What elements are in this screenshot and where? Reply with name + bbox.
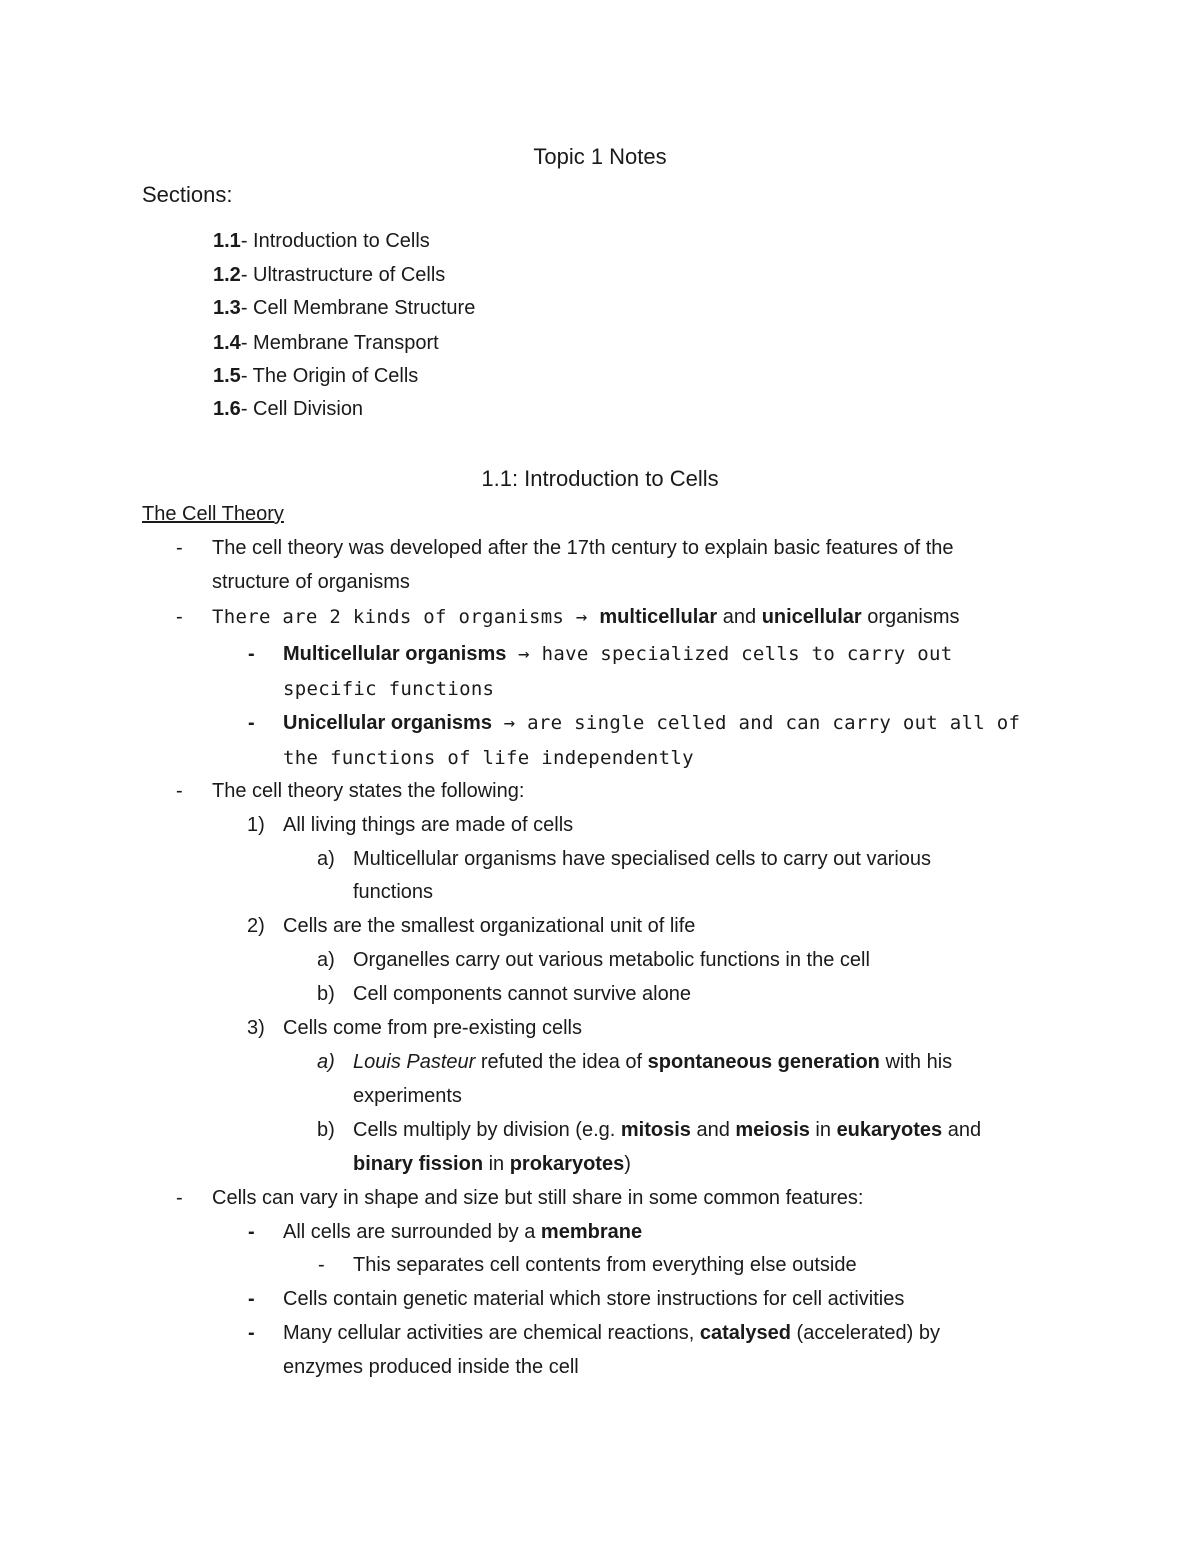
section-item: 1.5- The Origin of Cells bbox=[213, 365, 419, 387]
list-letter: a) bbox=[317, 848, 335, 870]
list-letter: a) bbox=[317, 1051, 335, 1073]
section-item: 1.3- Cell Membrane Structure bbox=[213, 297, 476, 319]
bullet-text: Unicellular organisms → are single celled and can carry out all of bbox=[283, 712, 1021, 734]
sub-bullet-dash: - bbox=[248, 1322, 255, 1344]
list-number: 2) bbox=[247, 915, 265, 937]
section-item: 1.2- Ultrastructure of Cells bbox=[213, 264, 446, 286]
list-text: All living things are made of cells bbox=[283, 814, 574, 836]
list-number: 1) bbox=[247, 814, 265, 836]
list-text: Cells multiply by division (e.g. mitosis and meiosis in eukaryotes and bbox=[353, 1119, 982, 1141]
bullet-text: the functions of life independently bbox=[283, 747, 694, 769]
list-text: Cell components cannot survive alone bbox=[353, 983, 691, 1005]
sub-bullet-dash: - bbox=[248, 712, 255, 734]
list-text: experiments bbox=[353, 1085, 462, 1107]
list-text: Louis Pasteur refuted the idea of spontaneous generation with his bbox=[353, 1051, 953, 1073]
sub-bullet-dash: - bbox=[248, 643, 255, 665]
section-item: 1.4- Membrane Transport bbox=[213, 332, 439, 354]
bullet-text: The cell theory states the following: bbox=[212, 780, 525, 802]
list-text: Multicellular organisms have specialised cells to carry out various bbox=[353, 848, 932, 870]
section-item: 1.1- Introduction to Cells bbox=[213, 230, 430, 252]
bullet-text: There are 2 kinds of organisms → multicellular and unicellular organisms bbox=[212, 606, 960, 628]
bullet-dash: - bbox=[176, 537, 183, 559]
subheading: The Cell Theory bbox=[142, 503, 284, 525]
bullet-text: Many cellular activities are chemical reactions, catalysed (accelerated) by bbox=[283, 1322, 940, 1344]
bullet-text: Multicellular organisms → have specialized cells to carry out bbox=[283, 643, 953, 665]
bullet-text: specific functions bbox=[283, 678, 495, 700]
list-text: binary fission in prokaryotes) bbox=[353, 1153, 631, 1175]
bullet-dash: - bbox=[176, 780, 183, 802]
bullet-text: enzymes produced inside the cell bbox=[283, 1356, 579, 1378]
list-number: 3) bbox=[247, 1017, 265, 1039]
document-title: Topic 1 Notes bbox=[533, 144, 667, 169]
bullet-text: Cells can vary in shape and size but still share in some common features: bbox=[212, 1187, 864, 1209]
bullet-text: This separates cell contents from everything else outside bbox=[353, 1254, 857, 1276]
sections-label: Sections: bbox=[142, 182, 233, 207]
list-letter: b) bbox=[317, 983, 335, 1005]
list-text: Cells come from pre-existing cells bbox=[283, 1017, 582, 1039]
bullet-text: Cells contain genetic material which store instructions for cell activities bbox=[283, 1288, 905, 1310]
list-text: Organelles carry out various metabolic functions in the cell bbox=[353, 949, 870, 971]
bullet-text: structure of organisms bbox=[212, 571, 410, 593]
bullet-dash: - bbox=[176, 606, 183, 628]
bullet-dash: - bbox=[176, 1187, 183, 1209]
sub-bullet-dash: - bbox=[248, 1221, 255, 1243]
sub-sub-bullet-dash: - bbox=[318, 1254, 325, 1276]
list-letter: a) bbox=[317, 949, 335, 971]
list-text: functions bbox=[353, 881, 434, 903]
list-letter: b) bbox=[317, 1119, 335, 1141]
sub-bullet-dash: - bbox=[248, 1288, 255, 1310]
list-text: Cells are the smallest organizational unit of life bbox=[283, 915, 696, 937]
section-item: 1.6- Cell Division bbox=[213, 398, 364, 420]
bullet-text: The cell theory was developed after the 17th century to explain basic features of the bbox=[212, 537, 954, 559]
bullet-text: All cells are surrounded by a membrane bbox=[283, 1221, 643, 1243]
section-heading: 1.1: Introduction to Cells bbox=[481, 466, 719, 491]
